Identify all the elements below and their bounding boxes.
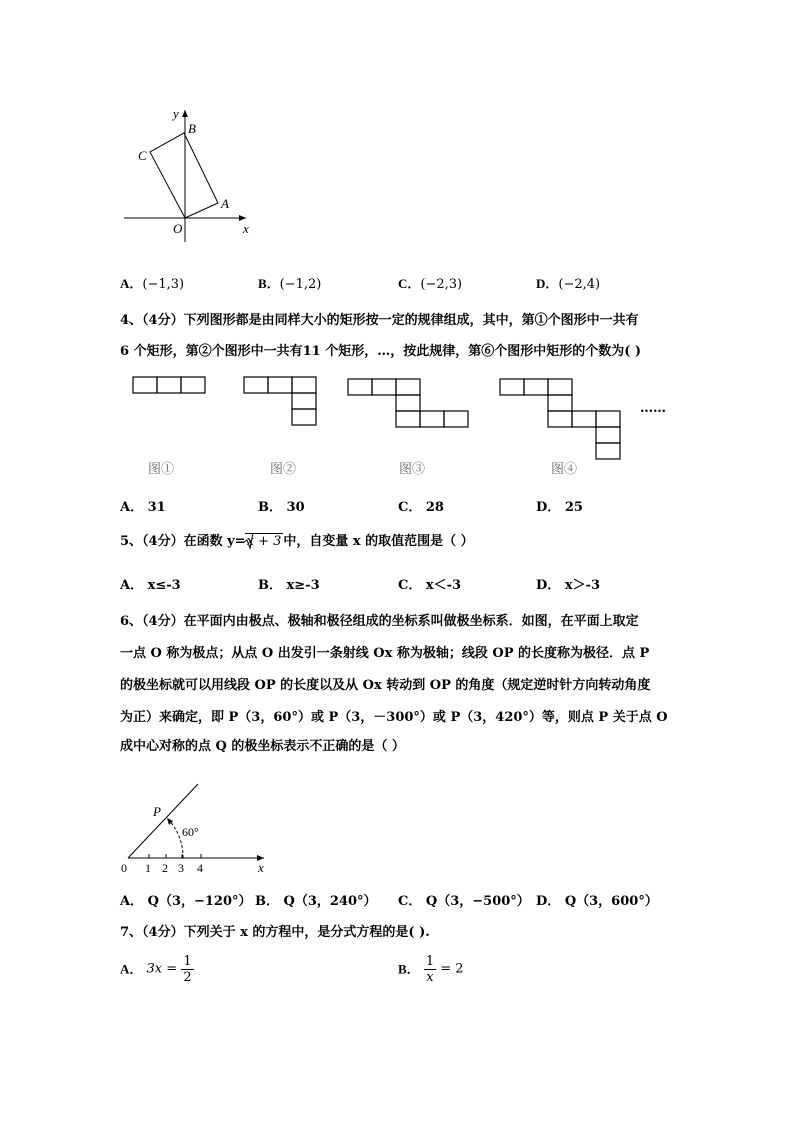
q3-option-d-value: (−2,4) bbox=[558, 277, 601, 292]
q6-question-line-3: 的极坐标就可以用线段 OP 的长度以及从 Ox 转动到 OP 的角度（规定逆时针方向转动角度 bbox=[120, 678, 651, 693]
q5-option-b: B． x≥-3 bbox=[258, 578, 320, 593]
q7-option-b: B． $\frac{1}{x}$ = 2 bbox=[398, 954, 464, 985]
q7-option-a-lhs: 3x = bbox=[146, 961, 178, 977]
q6-option-d: D． Q（3，600°） bbox=[536, 894, 658, 909]
q3-option-b: B．(−1,2) bbox=[258, 276, 322, 292]
q6-tick-4: 4 bbox=[197, 861, 203, 875]
q6-label-p: P bbox=[153, 804, 161, 819]
q3-option-b-value: (−1,2) bbox=[279, 277, 322, 292]
q3-option-c-value: (−2,3) bbox=[420, 277, 463, 292]
q4-caption-3: 图③ bbox=[399, 461, 426, 476]
q4-caption-1: 图① bbox=[148, 461, 175, 476]
q5-radicand: x + 3 bbox=[246, 534, 282, 549]
q7-option-a-fraction: $\frac{1}{2}$ bbox=[183, 954, 192, 985]
q3-option-c: C．(−2,3) bbox=[398, 276, 463, 292]
q6-question-line-1: 6、（4分）在平面内由极点、极轴和极径组成的坐标系叫做极坐标系．如图，在平面上取定 bbox=[120, 614, 639, 629]
q5-option-d: D． x＞-3 bbox=[536, 578, 601, 593]
q6-option-b: B． Q（3，240°） bbox=[255, 894, 377, 909]
q6-question-line-4: 为正）来确定，即 P（3，60°）或 P（3，－300°）或 P（3，420°）等，则点 P 关于点 O bbox=[120, 710, 668, 725]
q4-ellipsis: …… bbox=[640, 401, 666, 416]
q3-option-d: D．(−2,4) bbox=[536, 276, 601, 292]
q4-caption-4: 图④ bbox=[551, 461, 578, 476]
q6-tick-2: 2 bbox=[162, 861, 168, 875]
q6-question-line-5: 成中心对称的点 Q 的极坐标表示不正确的是（ ） bbox=[120, 739, 405, 754]
q4-option-b: B． 30 bbox=[258, 500, 305, 515]
q3-label-b: B bbox=[188, 121, 196, 136]
q3-label-o: O bbox=[173, 221, 183, 236]
q3-label-y: y bbox=[173, 106, 179, 121]
q4-option-d: D． 25 bbox=[536, 500, 583, 515]
q7-question: 7、（4分）下列关于 x 的方程中，是分式方程的是( ). bbox=[120, 925, 430, 940]
q6-option-c: C． Q（3，−500°） bbox=[398, 894, 530, 909]
q3-label-x: x bbox=[243, 221, 249, 236]
q6-label-x: x bbox=[258, 860, 264, 875]
q7-option-a: A． 3x = $\frac{1}{2}$ bbox=[120, 954, 192, 985]
q3-label-a: A bbox=[221, 196, 229, 211]
q7-option-b-fraction: $\frac{1}{x}$ bbox=[425, 954, 435, 985]
q3-option-a-value: (−1,3) bbox=[142, 277, 185, 292]
q5-question: 5、（4分）在函数 y=x + 3 中，自变量 x 的取值范围是（ ） bbox=[120, 534, 474, 549]
q6-tick-1: 1 bbox=[145, 861, 151, 875]
q3-label-c: C bbox=[138, 148, 147, 163]
q6-polar-figure bbox=[118, 778, 278, 878]
q4-question-line-2: 6 个矩形，第②个图形中一共有11 个矩形，…，按此规律，第⑥个图形中矩形的个数为( ) bbox=[120, 344, 642, 359]
q5-radical-sign bbox=[244, 532, 254, 550]
q4-option-c: C． 28 bbox=[398, 500, 444, 515]
q3-option-a: A．(−1,3) bbox=[120, 276, 185, 292]
q3-coordinate-figure bbox=[118, 102, 258, 242]
q7-option-b-rhs: = 2 bbox=[440, 961, 464, 977]
q6-option-a: A． Q（3，−120°） bbox=[120, 894, 252, 909]
q6-question-line-2: 一点 O 称为极点；从点 O 出发引一条射线 Ox 称为极轴；线段 OP 的长度称为极径．点 P bbox=[120, 646, 650, 661]
q4-rectangle-patterns bbox=[120, 370, 680, 460]
q5-option-a: A． x≤-3 bbox=[120, 578, 181, 593]
q6-tick-3: 3 bbox=[178, 861, 184, 875]
q4-caption-2: 图② bbox=[270, 461, 297, 476]
q5-option-c: C． x＜-3 bbox=[398, 578, 462, 593]
q6-label-zero: 0 bbox=[121, 861, 127, 875]
q6-label-angle: 60° bbox=[182, 825, 199, 839]
q4-question-line-1: 4、（4分）下列图形都是由同样大小的矩形按一定的规律组成，其中，第①个图形中一共有 bbox=[120, 313, 639, 328]
q4-option-a: A． 31 bbox=[120, 500, 166, 515]
